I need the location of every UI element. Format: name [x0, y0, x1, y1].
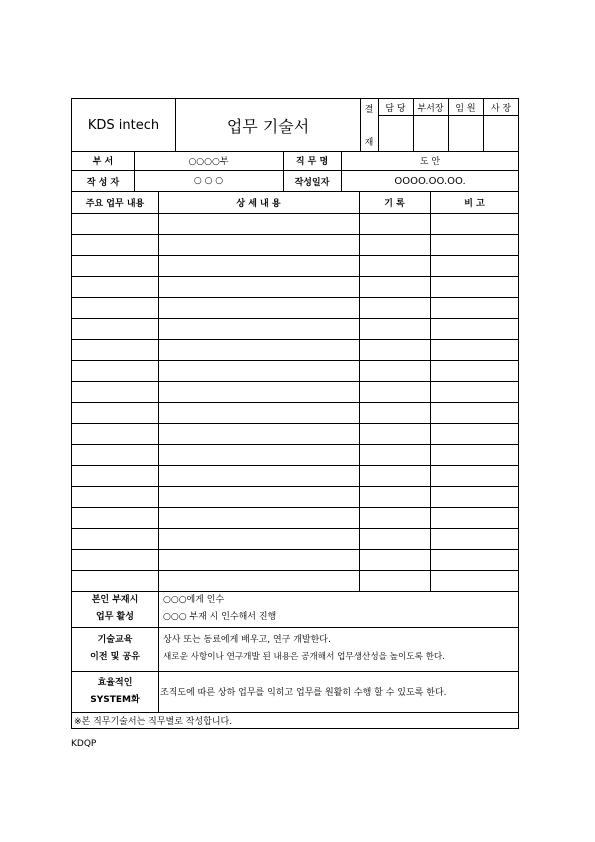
absence-line-1: ○○○에게 인수: [163, 595, 225, 605]
col-header-details: 상 세 내 용: [236, 199, 281, 209]
training-label: [72, 627, 158, 671]
footnote: ※본 직무기술서는 직무별로 작성합니다.: [74, 717, 233, 727]
training-line-1: 상사 또는 동료에게 배우고, 연구 개발한다.: [163, 635, 331, 645]
absence-label-line-1: 본인 부재시: [91, 595, 139, 605]
table-row: [72, 360, 518, 381]
training-content: [158, 627, 519, 671]
absence-label-line-2: 업무 활성: [96, 612, 134, 622]
table-row: [72, 507, 518, 528]
date-value: OOOO.OO.OO.: [394, 175, 466, 187]
training-label-line-1: 기술교육: [97, 635, 133, 645]
table-row: [72, 402, 518, 423]
table-row: [72, 276, 518, 297]
approver-dept-head: 부서장: [417, 103, 444, 114]
approver-executive: 임 원: [455, 103, 476, 114]
author-value: ○ ○ ○: [193, 176, 224, 186]
document-title: 업무 기술서: [226, 116, 310, 136]
job-value: 도 안: [419, 157, 441, 167]
training-line-2: 새로운 사항이나 연구개발 된 내용은 공개해서 업무생산성을 높이도록 한다.: [163, 652, 445, 662]
table-row: [72, 297, 518, 318]
table-row: [72, 255, 518, 276]
table-row: [72, 570, 518, 591]
table-row: [72, 549, 518, 570]
approver-staff: 담 당: [385, 103, 406, 114]
document-code: KDQP: [71, 739, 97, 749]
table-row: [72, 213, 518, 234]
table-row: [72, 423, 518, 444]
approver-president: 사 장: [490, 103, 512, 114]
col-header-remarks: 비 고: [464, 199, 485, 209]
training-label-line-2: 이전 및 공유: [90, 652, 140, 662]
table-row: [72, 318, 518, 339]
system-content: 조직도에 따른 상하 업무를 익히고 업무를 원활히 수행 할 수 있도록 한다.: [160, 688, 447, 698]
approval-label-bottom: 재: [364, 137, 374, 148]
dept-value: ○○○○부: [188, 157, 229, 167]
table-row: [72, 339, 518, 360]
company-name: KDS intech: [87, 117, 160, 133]
system-label: [72, 671, 158, 712]
date-label: 작성일자: [294, 177, 330, 188]
absence-label: [72, 591, 158, 627]
col-header-record: 기 록: [384, 199, 405, 209]
absence-content: [158, 591, 519, 627]
job-label: 직 무 명: [295, 157, 329, 167]
absence-line-2: ○○○ 부재 시 인수해서 진행: [163, 612, 277, 622]
table-row: [72, 444, 518, 465]
author-label: 작 성 자: [86, 177, 120, 188]
dept-label: 부 서: [92, 157, 114, 167]
table-row: [72, 381, 518, 402]
system-label-line-2: SYSTEM화: [90, 694, 140, 705]
table-row: [72, 486, 518, 507]
table-row: [72, 234, 518, 255]
table-row: [72, 465, 518, 486]
table-row: [72, 528, 518, 549]
col-header-main-duty: 주요 업무 내용: [85, 199, 145, 209]
system-label-line-1: 효율적인: [97, 677, 133, 688]
approval-label-top: 결: [364, 104, 374, 115]
